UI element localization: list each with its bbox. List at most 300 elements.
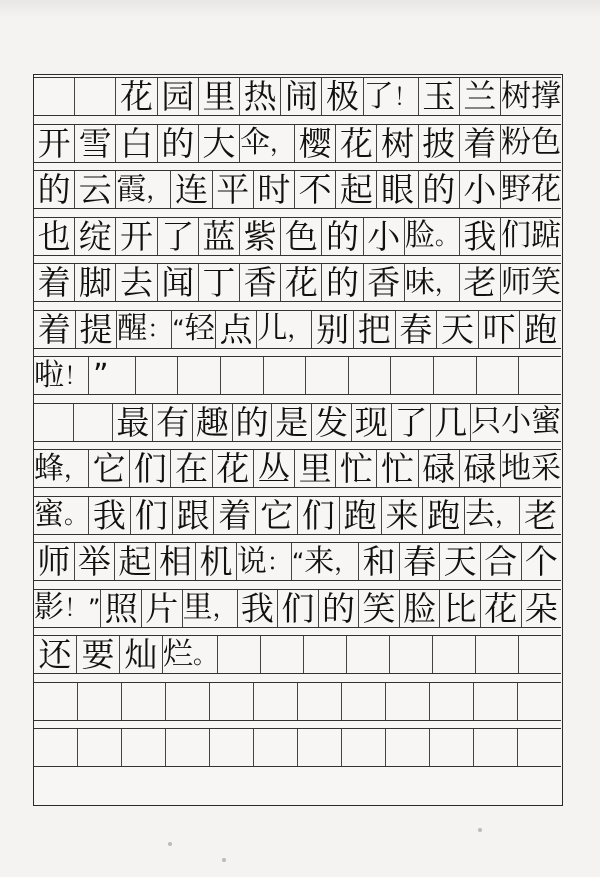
grid-row: [34, 170, 561, 209]
grid-cell: [76, 311, 118, 348]
grid-cell: [522, 543, 562, 580]
grid-cell: [240, 125, 295, 162]
handwritten-character: 去: [465, 497, 496, 532]
handwritten-character: 蜜: [34, 497, 64, 532]
grid-cell: [460, 171, 501, 208]
grid-cell: [460, 125, 501, 162]
handwritten-character: 香: [367, 263, 401, 302]
handwritten-character: 跟: [176, 495, 210, 535]
handwritten-character: 蜜: [531, 404, 562, 439]
grid-cell: [75, 78, 116, 115]
handwritten-character: 最: [116, 402, 150, 442]
grid-cell: [213, 171, 254, 208]
grid-cell: [193, 404, 233, 441]
handwritten-character: 小: [501, 404, 532, 439]
handwritten-character: 小: [367, 216, 401, 256]
handwritten-character: 也: [37, 216, 71, 256]
grid-cell: [199, 78, 240, 115]
grid-cell: [359, 543, 400, 580]
grid-cell: [78, 729, 122, 766]
grid-cell: [319, 590, 360, 627]
grid-cell: [214, 497, 256, 534]
handwritten-character: 相: [158, 542, 192, 581]
handwritten-character: ，: [64, 454, 88, 483]
grid-cell: [89, 450, 130, 487]
grid-cell: [359, 590, 400, 627]
grid-row: [34, 310, 561, 349]
grid-cell: [89, 497, 131, 534]
grid-cell: [163, 636, 218, 673]
handwritten-character: 不: [298, 170, 332, 209]
grid-cell: [172, 311, 215, 348]
handwritten-character: 花: [216, 449, 250, 488]
grid-cell: [254, 683, 298, 720]
handwritten-character: 春: [403, 542, 437, 581]
grid-cell: [256, 497, 298, 534]
handwritten-character: 开: [37, 123, 71, 163]
handwritten-character: 天: [441, 309, 474, 349]
handwritten-character: ，: [434, 268, 459, 297]
grid-cell: [322, 78, 363, 115]
handwritten-character: 影: [34, 590, 64, 625]
handwritten-character: 儿: [257, 311, 288, 346]
grid-cell: [386, 729, 430, 766]
grid-cell: [405, 264, 460, 301]
grid-cell: [199, 125, 240, 162]
grid-cell: [306, 357, 349, 394]
grid-cell: [254, 171, 295, 208]
grid-cell: [364, 78, 419, 115]
grid-cell: [304, 636, 347, 673]
grid-cell: [298, 683, 342, 720]
grid-cell: [264, 357, 307, 394]
grid-cell: [158, 78, 199, 115]
handwritten-character: 们: [301, 495, 335, 535]
grid-cell: [120, 636, 163, 673]
grid-cell: [156, 543, 197, 580]
handwritten-character: 机: [199, 542, 233, 581]
grid-cell: [354, 311, 396, 348]
handwritten-character: 着: [37, 263, 71, 302]
handwritten-character: 跑: [343, 495, 377, 535]
handwritten-character: ：: [266, 547, 291, 576]
grid-cell: [440, 543, 481, 580]
handwritten-character: 几: [434, 402, 468, 442]
handwritten-character: 说: [236, 543, 267, 579]
grid-cell: [254, 729, 298, 766]
grid-cell: [460, 218, 501, 255]
grid-cell: [34, 497, 89, 534]
grid-cell: [158, 125, 199, 162]
handwritten-character: 烂: [163, 636, 193, 672]
grid-cell: [298, 729, 342, 766]
grid-cell: [298, 497, 340, 534]
grid-cell: [166, 729, 210, 766]
grid-cell: [400, 590, 441, 627]
handwritten-character: 忙: [339, 449, 373, 488]
handwritten-character: 。: [434, 222, 459, 250]
grid-cell: [460, 78, 501, 115]
handwritten-character: 。: [64, 501, 88, 529]
handwritten-character: 吓: [482, 309, 516, 349]
grid-cell: [295, 450, 336, 487]
grid-cell: [131, 497, 173, 534]
handwritten-character: 热: [243, 77, 277, 116]
grid-cell: [347, 636, 390, 673]
grid-row: [34, 449, 561, 488]
grid-cell: [336, 171, 377, 208]
handwritten-character: 在: [175, 449, 208, 488]
grid-cell: [460, 450, 501, 487]
grid-cell: [405, 218, 460, 255]
handwritten-character: 脚: [78, 263, 112, 302]
handwritten-character: “: [172, 315, 185, 343]
grid-cell: [136, 357, 179, 394]
handwritten-character: 味: [404, 264, 435, 300]
handwritten-character: 兰: [463, 77, 497, 116]
grid-cell: [34, 729, 78, 766]
handwritten-character: ：: [147, 315, 172, 343]
grid-cell: [281, 218, 322, 255]
grid-cell: [240, 78, 281, 115]
handwritten-character: 撑: [531, 78, 562, 114]
grid-cell: [391, 357, 434, 394]
grid-cell: [221, 357, 264, 394]
grid-cell: [460, 264, 501, 301]
grid-cell: [216, 311, 258, 348]
grid-row: [34, 728, 561, 767]
grid-cell: [34, 171, 75, 208]
grid-cell: [434, 357, 477, 394]
handwritten-character: 把: [357, 309, 391, 349]
handwritten-character: ，: [270, 129, 295, 157]
handwritten-character: 的: [161, 123, 195, 163]
grid-cell: [158, 264, 199, 301]
handwritten-character: 眼: [381, 170, 415, 209]
grid-cell: [501, 218, 561, 255]
handwritten-character: 轻: [184, 311, 215, 346]
handwritten-character: 忙: [381, 449, 415, 488]
handwritten-character: 里: [298, 449, 332, 488]
handwritten-character: 云: [78, 170, 112, 209]
grid-cell: [34, 543, 75, 580]
handwritten-character: ”: [93, 357, 109, 393]
grid-cell: [218, 636, 261, 673]
grid-cell: [295, 171, 336, 208]
handwritten-character: 色: [531, 125, 562, 160]
handwritten-character: 丛: [257, 449, 291, 488]
handwritten-character: 们: [281, 588, 315, 628]
grid-cell: [520, 311, 561, 348]
grid-cell: [340, 497, 382, 534]
grid-cell: [501, 78, 561, 115]
grid-cell: [377, 450, 418, 487]
handwritten-character: 的: [321, 588, 355, 628]
handwritten-character: 笑: [531, 264, 562, 300]
grid-cell: [240, 264, 281, 301]
grid-cell: [210, 683, 254, 720]
grid-cell: [423, 497, 465, 534]
grid-cell: [142, 590, 183, 627]
grid-cell: [501, 450, 561, 487]
handwritten-character: 。: [193, 640, 217, 669]
handwritten-character: 比: [443, 588, 477, 628]
grid-cell: [433, 636, 476, 673]
grid-row: [34, 682, 561, 721]
grid-cell: [419, 450, 460, 487]
grid-cell: [115, 543, 156, 580]
grid-cell: [471, 404, 561, 441]
grid-row: [34, 263, 561, 302]
handwritten-character: 里: [202, 77, 236, 116]
handwritten-character: 发: [315, 402, 348, 442]
handwritten-character: 闹: [284, 77, 318, 116]
handwritten-character: 春: [399, 309, 433, 349]
handwritten-character: 只: [471, 404, 502, 439]
grid-cell: [183, 590, 238, 627]
grid-cell: [78, 683, 122, 720]
handwritten-character: 啦: [34, 357, 64, 393]
grid-cell: [364, 264, 405, 301]
paper-speck: [168, 842, 172, 846]
handwritten-character: 来: [385, 495, 419, 535]
grid-cell: [336, 450, 377, 487]
handwritten-character: 它: [260, 495, 294, 535]
handwritten-character: 的: [326, 216, 360, 256]
grid-cell: [166, 683, 210, 720]
grid-cell: [474, 729, 518, 766]
grid-cell: [75, 543, 116, 580]
grid-cell: [254, 450, 295, 487]
handwritten-character: 丁: [202, 263, 236, 302]
grid-cell: [171, 171, 212, 208]
grid-cell: [278, 590, 319, 627]
grid-cell: [34, 264, 75, 301]
handwritten-character: 里: [182, 590, 213, 625]
handwritten-character: 师: [501, 264, 532, 300]
handwritten-character: 的: [326, 263, 360, 302]
handwritten-character: 举: [77, 542, 111, 581]
grid-cell: [130, 450, 171, 487]
grid-cell: [437, 311, 479, 348]
handwritten-character: 是: [275, 402, 309, 442]
handwritten-character: 花: [284, 263, 318, 302]
handwritten-character: 们: [501, 218, 532, 253]
handwritten-character: ，: [495, 501, 520, 529]
handwritten-character: 小: [463, 170, 497, 209]
handwritten-character: 粉: [501, 125, 532, 160]
handwritten-character: 和: [362, 542, 396, 581]
handwritten-character: 伞: [240, 125, 271, 160]
handwritten-character: 老: [463, 263, 497, 302]
handwritten-character: 脸: [404, 218, 435, 253]
handwritten-character: 霞: [116, 171, 147, 207]
handwritten-character: 起: [339, 170, 373, 209]
grid-row: [34, 356, 561, 395]
grid-cell: [342, 683, 386, 720]
handwritten-character: 我: [463, 216, 497, 256]
grid-cell: [312, 404, 352, 441]
handwritten-character: 脸: [403, 588, 437, 628]
grid-cell: [75, 218, 116, 255]
handwritten-character: 片: [145, 588, 179, 628]
grid-cell: [386, 683, 430, 720]
grid-cell: [240, 218, 281, 255]
grid-cell: [377, 171, 418, 208]
handwritten-character: 的: [422, 170, 456, 209]
grid-cell: [75, 264, 116, 301]
grid-cell: [34, 450, 89, 487]
grid-cell: [122, 729, 166, 766]
grid-cell: [34, 218, 75, 255]
grid-cell: [233, 404, 273, 441]
grid-cell: [396, 311, 438, 348]
grid-row: [34, 124, 561, 163]
handwritten-character: 玉: [422, 77, 456, 116]
grid-cell: [501, 125, 561, 162]
grid-cell: [440, 590, 481, 627]
grid-cell: [342, 729, 386, 766]
grid-cell: [392, 404, 432, 441]
grid-row: [34, 496, 561, 535]
handwritten-character: 雪: [78, 123, 112, 163]
grid-cell: [173, 497, 215, 534]
handwritten-character: 着: [37, 309, 71, 349]
handwritten-character: 极: [326, 77, 360, 116]
handwritten-character: 们: [134, 495, 168, 535]
grid-cell: [364, 218, 405, 255]
handwritten-character: 来: [304, 543, 335, 579]
grid-cell: [465, 497, 520, 534]
grid-cell: [34, 311, 76, 348]
handwritten-character: 香: [243, 263, 277, 302]
grid-cell: [213, 450, 254, 487]
handwritten-character: 提: [79, 309, 113, 349]
grid-row: [34, 217, 561, 256]
grid-cell: [34, 683, 78, 720]
handwritten-character: 开: [120, 216, 153, 256]
grid-cell: [153, 404, 193, 441]
grid-cell: [377, 125, 418, 162]
handwritten-character: 碌: [463, 449, 497, 488]
handwritten-character: 着: [218, 495, 252, 535]
grid-cell: [116, 78, 157, 115]
handwritten-character: 樱: [298, 123, 332, 163]
grid-cell: [419, 78, 460, 115]
grid-cell: [518, 683, 561, 720]
grid-cell: [382, 497, 424, 534]
grid-cell: [77, 636, 120, 673]
handwritten-character: 照: [104, 588, 138, 628]
grid-cell: [34, 404, 74, 441]
handwritten-character: 老: [524, 495, 558, 535]
grid-cell: [261, 636, 304, 673]
grid-cell: [196, 543, 237, 580]
handwritten-character: 连: [175, 170, 208, 209]
grid-cell: [178, 357, 221, 394]
grid-cell: [322, 218, 363, 255]
composition-grid-paper: [33, 74, 563, 806]
handwritten-character: 披: [422, 123, 456, 163]
grid-cell: [74, 404, 114, 441]
handwritten-character: 的: [37, 170, 71, 209]
handwritten-character: 了: [363, 78, 394, 114]
handwritten-character: 别: [316, 309, 350, 349]
grid-cell: [519, 357, 561, 394]
handwritten-character: 采: [531, 450, 562, 486]
handwritten-character: 了: [161, 216, 195, 256]
page-top-edge: [0, 0, 600, 18]
handwritten-character: 踮: [531, 218, 562, 253]
handwritten-character: 师: [37, 542, 71, 581]
handwritten-character: 朵: [524, 588, 558, 628]
grid-cell: [322, 264, 363, 301]
grid-cell: [501, 264, 561, 301]
grid-row: [34, 403, 561, 442]
handwritten-character: 大: [202, 123, 236, 163]
handwritten-character: 地: [501, 450, 532, 486]
grid-cell: [400, 543, 441, 580]
handwritten-character: 树: [501, 78, 532, 114]
grid-cell: [419, 125, 460, 162]
handwritten-character: 树: [381, 123, 415, 163]
handwritten-character: 我: [92, 495, 126, 535]
grid-cell: [113, 404, 153, 441]
grid-cell: [158, 218, 199, 255]
handwritten-character: 蜂: [34, 450, 64, 486]
handwritten-character: 了: [394, 402, 428, 442]
grid-cell: [419, 171, 460, 208]
grid-cell: [518, 729, 561, 766]
handwritten-character: ，: [287, 315, 312, 343]
handwritten-character: 醒: [117, 311, 148, 346]
handwritten-character: 我: [240, 588, 274, 628]
grid-cell: [479, 311, 521, 348]
grid-cell: [522, 590, 562, 627]
handwritten-character: 它: [92, 449, 126, 488]
grid-cell: [116, 171, 171, 208]
grid-cell: [199, 264, 240, 301]
grid-cell: [281, 264, 322, 301]
handwritten-character: 合: [484, 542, 518, 581]
handwritten-character: 色: [284, 216, 318, 256]
handwritten-character: 花: [120, 77, 153, 116]
handwritten-character: 时: [257, 170, 291, 209]
grid-cell: [34, 78, 75, 115]
handwritten-character: 碌: [422, 449, 456, 488]
grid-cell: [336, 125, 377, 162]
grid-cell: [101, 590, 142, 627]
handwritten-character: 趣: [195, 402, 229, 442]
handwritten-character: ！: [64, 361, 88, 390]
grid-cell: [75, 125, 116, 162]
grid-row: [34, 589, 561, 628]
grid-cell: [390, 636, 433, 673]
grid-cell: [430, 729, 474, 766]
grid-cell: [281, 78, 322, 115]
handwritten-character: 去: [120, 263, 153, 302]
handwritten-character: 跑: [427, 495, 461, 535]
grid-cell: [34, 636, 77, 673]
handwritten-character: 的: [235, 402, 269, 442]
grid-cell: [210, 729, 254, 766]
grid-cell: [89, 357, 136, 394]
paper-speck: [478, 828, 482, 832]
grid-cell: [75, 171, 116, 208]
paper-speck: [222, 858, 226, 862]
grid-cell: [171, 450, 212, 487]
grid-cell: [476, 636, 519, 673]
